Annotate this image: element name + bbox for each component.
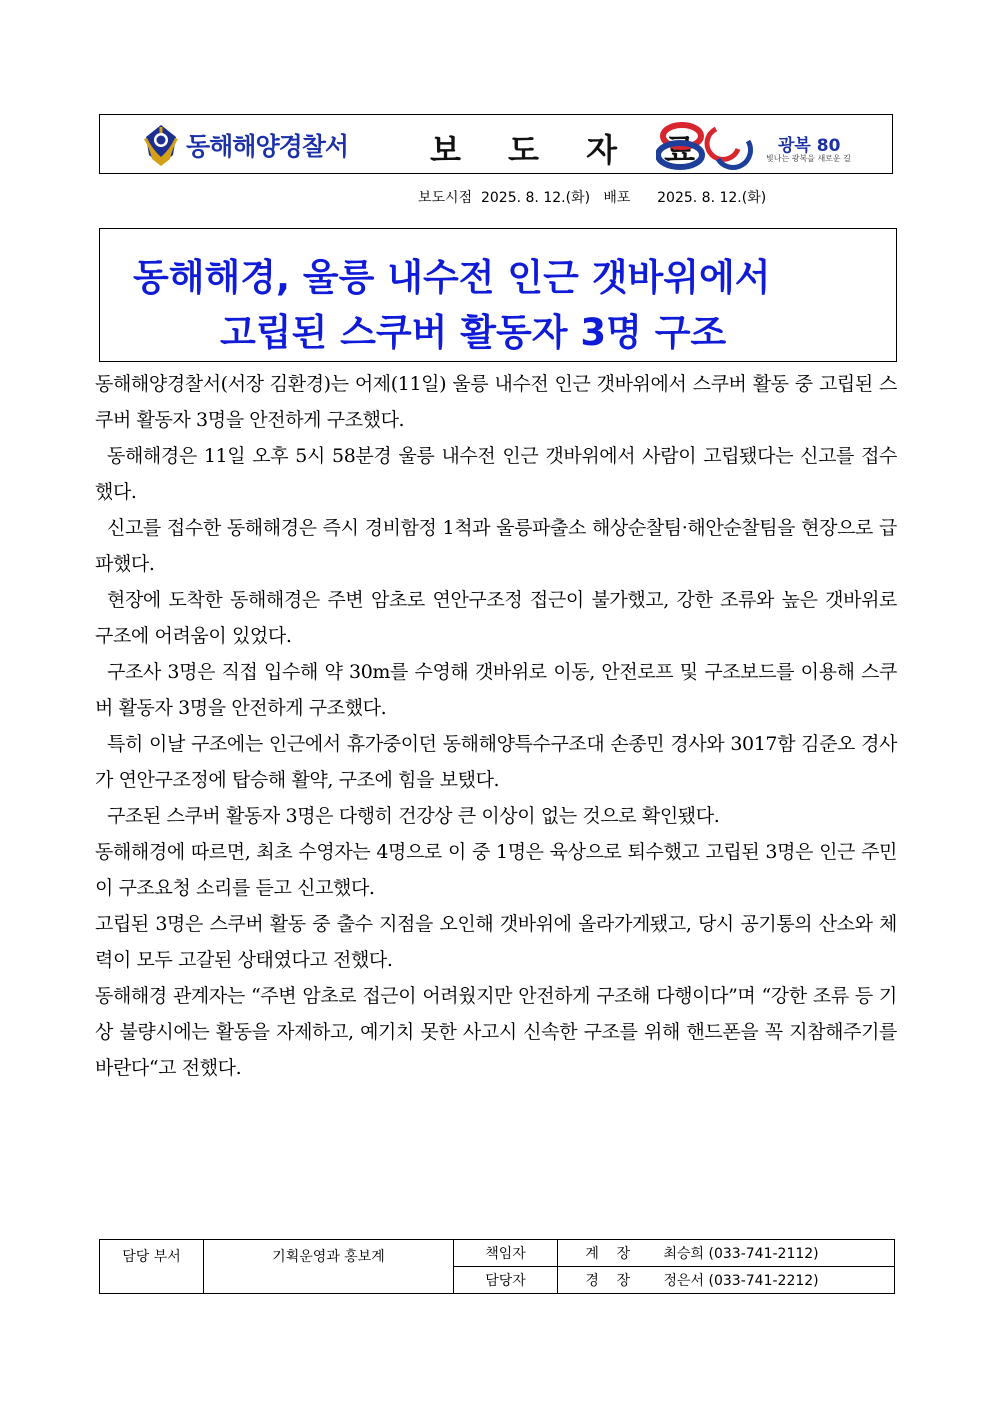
- paragraph-5: 구조사 3명은 직접 입수해 약 30m를 수영해 갯바위로 이동, 안전로프 및 구조보드를 이용해 스쿠버 활동자 3명을 안전하게 구조했다.: [95, 661, 897, 719]
- agency-block: [142, 123, 348, 167]
- paragraph-4: 현장에 도착한 동해해경은 주변 암초로 연안구조정 접근이 불가했고, 강한 조류와 높은 갯바위로 구조에 어려움이 있었다.: [95, 589, 897, 647]
- contact-rank: 경 장: [558, 1267, 658, 1294]
- press-header: [99, 114, 893, 174]
- article-body: [95, 366, 897, 1086]
- logo-slogan: 빛나는 광복을 새로운 길: [766, 154, 851, 163]
- paragraph-7: 구조된 스쿠버 활동자 3명은 다행히 건강상 큰 이상이 없는 것으로 확인됐다.: [107, 805, 720, 827]
- logo-title: 광복 80: [778, 136, 841, 156]
- paragraph-1: 동해해양경찰서(서장 김환경)는 어제(11일) 울릉 내수전 인근 갯바위에서 스쿠버 활동 중 고립된 스쿠버 활동자 3명을 안전하게 구조했다.: [95, 373, 897, 431]
- contact-person: 최승희 (033-741-2112): [658, 1240, 895, 1267]
- contact-table: [99, 1239, 895, 1294]
- coast-guard-emblem-icon: [142, 123, 180, 167]
- paragraph-2: 동해해경은 11일 오후 5시 58분경 울릉 내수전 인근 갯바위에서 사람이 고립됐다는 신고를 접수했다.: [95, 445, 897, 503]
- headline-line-2: 고립된 스쿠버 활동자 3명 구조: [220, 311, 727, 354]
- doc-type-title: 보 도 자 료: [430, 131, 714, 169]
- contact-role: 책임자: [454, 1240, 558, 1267]
- agency-name: 동해해양경찰서: [186, 132, 349, 161]
- paragraph-3: 신고를 접수한 동해해경은 즉시 경비함정 1척과 울릉파출소 해상순찰팀·해안순찰팀을 현장으로 급파했다.: [95, 517, 897, 575]
- paragraph-8: 동해해경에 따르면, 최초 수영자는 4명으로 이 중 1명은 육상으로 퇴수했고 고립된 3명은 인근 주민이 구조요청 소리를 듣고 신고했다.: [95, 841, 897, 899]
- contact-row: [100, 1240, 895, 1267]
- contact-person: 정은서 (033-741-2212): [658, 1267, 895, 1294]
- paragraph-9: 고립된 3명은 스쿠버 활동 중 출수 지점을 오인해 갯바위에 올라가게됐고, 당시 공기통의 산소와 체력이 모두 고갈된 상태였다고 전했다.: [95, 913, 897, 971]
- contact-role: 담당자: [454, 1267, 558, 1294]
- dept-label: 담당 부서: [100, 1240, 204, 1294]
- contact-rank: 계 장: [558, 1240, 658, 1267]
- release-date-line: 보도시점 2025. 8. 12.(화) 배포 2025. 8. 12.(화): [418, 190, 767, 206]
- headline-box: [99, 228, 897, 362]
- paragraph-10: 동해해경 관계자는 “주변 암초로 접근이 어려웠지만 안전하게 구조해 다행이다”며 “강한 조류 등 기상 불량시에는 활동을 자제하고, 예기치 못한 사고시 신속한 구조를 위해 핸드폰을 꼭 지참해주기를 바란다“고 전했다.: [95, 985, 897, 1079]
- paragraph-6: 특히 이날 구조에는 인근에서 휴가중이던 동해해양특수구조대 손종민 경사와 3017함 김준오 경사가 연안구조정에 탑승해 활약, 구조에 힘을 보탰다.: [95, 733, 897, 791]
- headline-line-1: 동해해경, 울릉 내수전 인근 갯바위에서: [133, 256, 771, 299]
- dept-value: 기획운영과 홍보계: [204, 1240, 454, 1294]
